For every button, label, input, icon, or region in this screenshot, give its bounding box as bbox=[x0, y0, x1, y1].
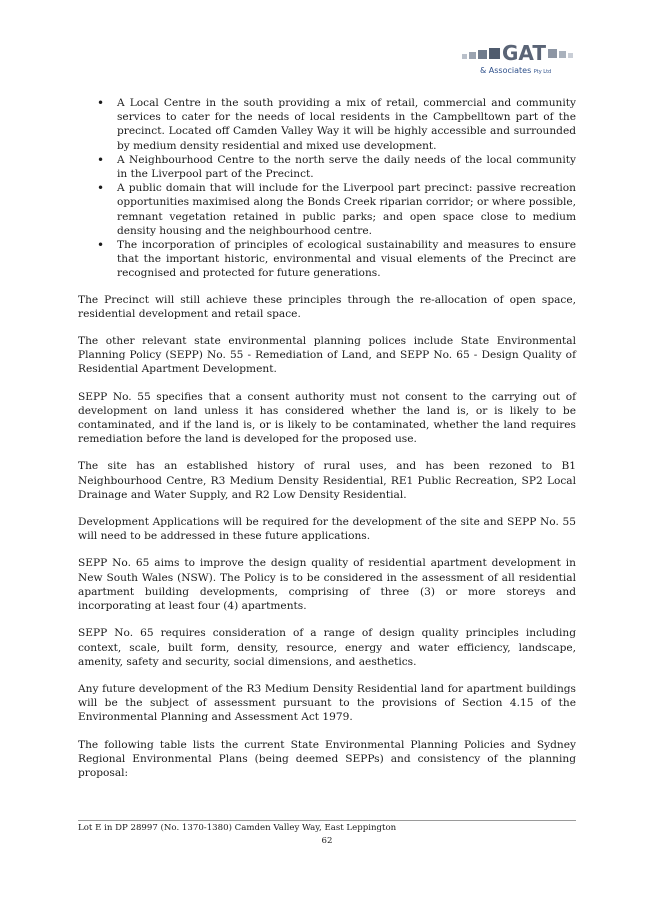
paragraph: The site has an established history of rural uses, and has been rezoned to B1 Neighbourhood Centre, R3 Medium Density Residential, RE1 Public Recreation, SP2 Local Drainage and Water Supply, and R2 Low Density Residential. bbox=[78, 460, 576, 501]
footer-text: Lot E in DP 28997 (No. 1370-1380) Camden Valley Way, East Leppington bbox=[78, 823, 397, 833]
logo-subtitle bbox=[462, 66, 580, 75]
bullet-item-public-domain: • A public domain that will include for the Liverpool part precinct: passive recreation opportunities maximised along the Bonds Creek riparian corridor; or where possible, remnant vegetation retained in public parks; and open space close to medium density housing and the neighbourhood centre. bbox=[78, 181, 576, 238]
paragraph: SEPP No. 65 requires consideration of a range of design quality principles including context, scale, built form, density, resource, energy and water efficiency, landscape, amenity, safety and security, social dimensions, and aesthetics. bbox=[78, 627, 576, 668]
logo-squares-left-icon bbox=[462, 48, 500, 59]
company-logo bbox=[462, 41, 580, 80]
bullet-item-neighbourhood-centre: • A Neighbourhood Centre to the north serve the daily needs of the local community in the Liverpool part of the Precinct. bbox=[78, 153, 576, 181]
footer-divider bbox=[78, 820, 576, 821]
bullet-item-sustainability: • The incorporation of principles of ecological sustainability and measures to ensure that the important historic, environmental and visual elements of the Precinct are recognised and protected for future generations. bbox=[78, 238, 576, 281]
logo-text: GAT bbox=[502, 41, 546, 65]
paragraph: The following table lists the current State Environmental Planning Policies and Sydney Regional Environmental Plans (being deemed SEPPs) and consistency of the planning proposal: bbox=[78, 738, 576, 779]
logo-subtitle-text: & Associates bbox=[480, 66, 532, 75]
page-number: 62 bbox=[321, 836, 333, 846]
paragraph: SEPP No. 65 aims to improve the design quality of residential apartment development in New South Wales (NSW). The Policy is to be considered in the assessment of all residential apartment building developments, comprising of three (3) or more storeys and incorporating at least four (4) apartments. bbox=[78, 557, 576, 613]
logo-squares-right-icon bbox=[548, 49, 573, 58]
paragraph: The other relevant state environmental planning polices include State Environmental Planning Policy (SEPP) No. 55 - Remediation of Land, and SEPP No. 65 - Design Quality of Residential Apartment Development. bbox=[78, 335, 576, 376]
document-body bbox=[78, 96, 576, 793]
paragraph: The Precinct will still achieve these principles through the re-allocation of open space, residential development and retail space. bbox=[78, 293, 576, 320]
logo-subtitle-small: Pty Ltd bbox=[533, 69, 552, 75]
paragraph: SEPP No. 55 specifies that a consent authority must not consent to the carrying out of development on land unless it has considered whether the land is, or is likely to be contaminated, and if the land is, or is likely to be contaminated, whether the land requires remediation before the land is developed for the proposed use. bbox=[78, 390, 576, 446]
logo-mark bbox=[462, 41, 580, 65]
paragraph: Any future development of the R3 Medium Density Residential land for apartment buildings will be the subject of assessment pursuant to the provisions of Section 4.15 of the Environmental Planning and Assessment Act 1979. bbox=[78, 682, 576, 724]
bullet-list bbox=[78, 96, 576, 281]
paragraph: Development Applications will be required for the development of the site and SEPP No. 55 will need to be addressed in these future applications. bbox=[78, 516, 576, 543]
bullet-item-local-centre: • A Local Centre in the south providing a mix of retail, commercial and community services to cater for the needs of local residents in the Campbelltown part of the precinct. Located off Camden Valley Way it will be highly accessible and surrounded by medium density residential and mixed use development. bbox=[78, 96, 576, 153]
